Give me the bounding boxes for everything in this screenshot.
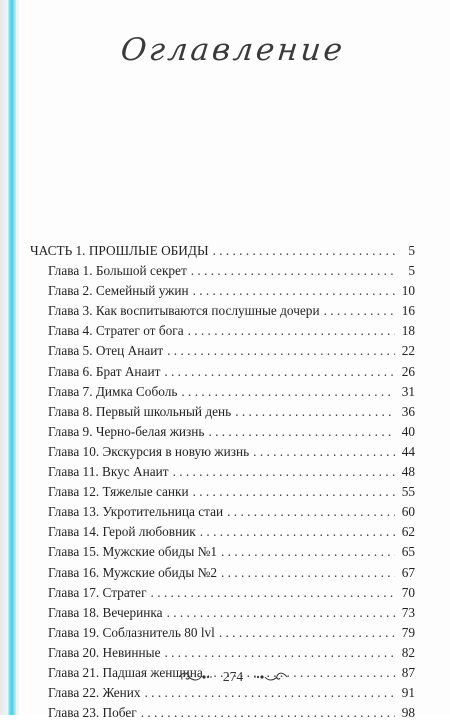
toc-chapter-entry (30, 402, 415, 422)
toc-entry-page: 5 (408, 243, 415, 258)
toc-entry-page: 82 (401, 644, 415, 660)
toc-chapter-entry (30, 583, 415, 603)
dot-leader (181, 382, 395, 402)
toc-entry-title: Глава 9. Черно-белая жизнь (48, 423, 205, 439)
dot-leader (141, 703, 395, 723)
toc-entry-title: Глава 19. Соблазнитель 80 lvl (48, 624, 215, 640)
toc-entry-title: Глава 15. Мужские обиды №1 (48, 544, 218, 560)
floral-ornament-icon (177, 671, 213, 683)
toc-entry-page: 98 (401, 705, 415, 721)
page-title: Оглавление (119, 32, 347, 68)
toc-entry-title: Глава 10. Экскурсия в новую жизнь (48, 443, 250, 459)
toc-entry-page: 55 (401, 484, 415, 500)
toc-chapter-entry (30, 703, 415, 723)
toc-entry-page: 79 (401, 624, 415, 640)
toc-entry-title: Глава 2. Семейный ужин (48, 283, 189, 299)
toc-entry-title: Глава 22. Жених (48, 685, 141, 701)
toc-entry-page: 60 (401, 504, 415, 520)
toc-chapter-entry (30, 683, 415, 703)
toc-entry-title: Глава 6. Брат Анаит (48, 363, 161, 379)
toc-entry-title: Глава 11. Вкус Анаит (48, 464, 169, 480)
page-footer (16, 669, 450, 685)
dot-leader (167, 603, 395, 623)
toc-entry-page: 40 (401, 423, 415, 439)
dot-leader (208, 422, 395, 442)
toc-entry-title: Глава 7. Димка Соболь (48, 383, 178, 399)
toc-entry-title: Глава 1. Большой секрет (48, 263, 187, 279)
toc-entry-title: Глава 17. Стратег (48, 584, 147, 600)
dot-leader (173, 462, 395, 482)
toc-entry-title: Глава 13. Укротительница стаи (48, 504, 224, 520)
toc-chapter-entry (30, 643, 415, 663)
toc-chapter-entry (30, 301, 415, 321)
toc-chapter-entry (30, 321, 415, 341)
dot-leader (221, 563, 395, 583)
toc-entry-page: 10 (401, 283, 415, 299)
toc-entry-page: 70 (401, 584, 415, 600)
toc-entry-page: 67 (401, 564, 415, 580)
toc-entry-page: 5 (408, 263, 415, 279)
page-number: 274 (222, 669, 244, 684)
toc-entry-title: Глава 16. Мужские обиды №2 (48, 564, 218, 580)
dot-leader (213, 241, 395, 261)
dot-leader (227, 502, 395, 522)
dot-leader (324, 301, 395, 321)
toc-chapter-entry (30, 362, 415, 382)
toc-entry-title: ЧАСТЬ 1. ПРОШЛЫЕ ОБИДЫ (30, 243, 209, 258)
toc-chapter-entry (30, 502, 415, 522)
floral-ornament-icon (253, 671, 289, 683)
toc-chapter-entry (30, 281, 415, 301)
toc-entry-page: 18 (401, 323, 415, 339)
toc-entry-page: 91 (401, 685, 415, 701)
toc-entry-page: 62 (401, 524, 415, 540)
toc-entry-page: 16 (401, 303, 415, 319)
toc-entry-title: Глава 5. Отец Анаит (48, 343, 164, 359)
dot-leader (253, 442, 395, 462)
toc-chapter-entry (30, 462, 415, 482)
toc-entry-page: 26 (401, 363, 415, 379)
dot-leader (221, 542, 395, 562)
dot-leader (164, 643, 395, 663)
toc-entry-page: 73 (401, 604, 415, 620)
dot-leader (145, 683, 395, 703)
toc-entry-title: Глава 23. Побег (48, 705, 137, 721)
toc-chapter-entry (30, 603, 415, 623)
toc-chapter-entry (30, 341, 415, 361)
toc-entry-title: Глава 21. Падшая женщина (48, 664, 203, 680)
toc-entry-title: Глава 18. Вечеринка (48, 604, 163, 620)
dot-leader (167, 341, 395, 361)
toc-chapter-entry (30, 623, 415, 643)
toc-chapter-entry (30, 482, 415, 502)
toc-entry-page: 36 (401, 403, 415, 419)
toc-entry-page: 31 (401, 383, 415, 399)
toc-part-entry (30, 241, 415, 261)
dot-leader (151, 583, 395, 603)
page-edge-strip (0, 0, 16, 715)
toc-chapter-entry (30, 442, 415, 462)
dot-leader (164, 362, 395, 382)
toc-entry-title: Глава 8. Первый школьный день (48, 403, 232, 419)
toc-chapter-entry (30, 542, 415, 562)
dot-leader (188, 321, 395, 341)
toc-entry-page: 48 (401, 464, 415, 480)
dot-leader (193, 281, 395, 301)
toc-entry-title: Глава 20. Невинные (48, 644, 161, 660)
toc-chapter-entry (30, 261, 415, 281)
toc-entry-page: 22 (401, 343, 415, 359)
dot-leader (191, 261, 395, 281)
toc-chapter-entry (30, 522, 415, 542)
toc-entry-title: Глава 12. Тяжелые санки (48, 484, 189, 500)
dot-leader (193, 482, 395, 502)
dot-leader (200, 522, 395, 542)
dot-leader (219, 623, 395, 643)
toc-entry-page: 44 (401, 443, 415, 459)
toc-chapter-entry (30, 382, 415, 402)
dot-leader (235, 402, 395, 422)
table-of-contents (30, 241, 415, 723)
toc-entry-title: Глава 3. Как воспитываются послушные дочери (48, 303, 320, 319)
toc-chapter-entry (30, 563, 415, 583)
toc-entry-title: Глава 4. Стратег от бога (48, 323, 184, 339)
toc-chapter-entry (30, 422, 415, 442)
toc-entry-page: 87 (401, 664, 415, 680)
toc-entry-page: 65 (401, 544, 415, 560)
toc-entry-title: Глава 14. Герой любовник (48, 524, 196, 540)
